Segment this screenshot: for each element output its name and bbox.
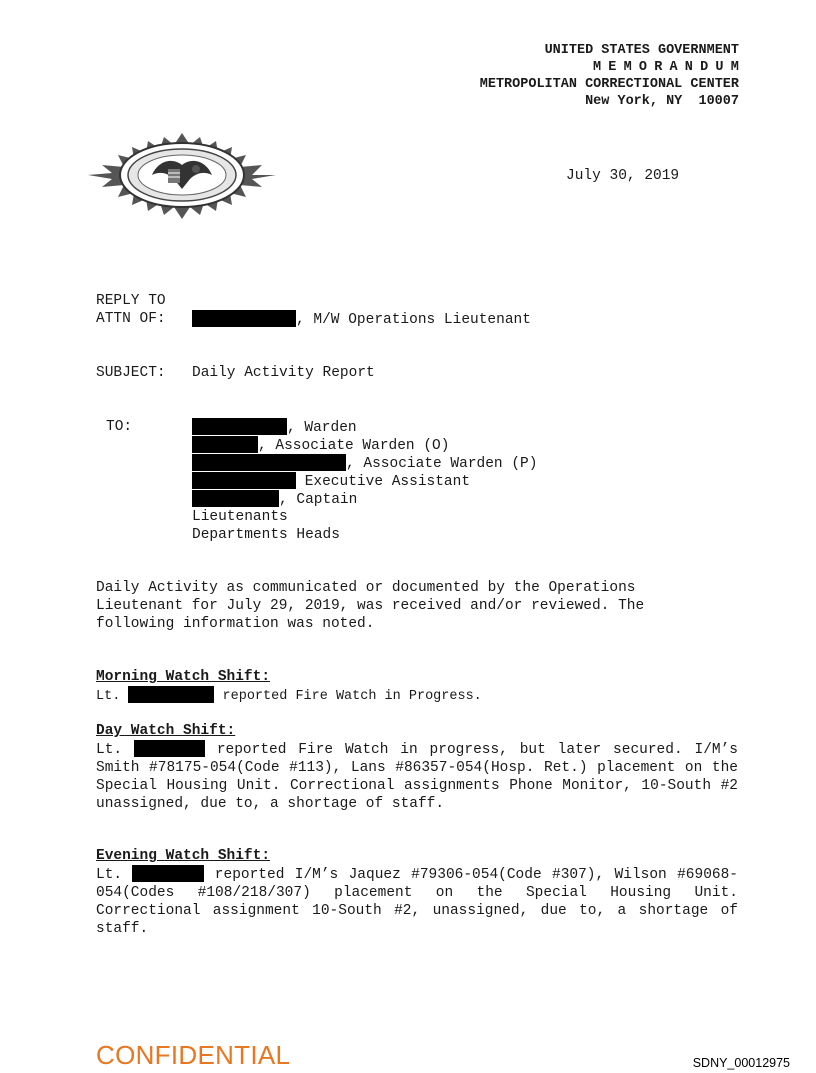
evening-text: reported I/M’s Jaquez #79306-054(Code #307), Wilson #69068-054(Codes #108/218/307) placement on the Special Housing Unit. Correctional assignment 10-South #2, unassigned, due to, a shortage of staff. [96,867,739,937]
header-line-memorandum: MEMORANDUM [592,60,746,75]
morning-heading: Morning Watch Shift: [96,669,271,685]
recipient-line [192,472,470,491]
recipient-title: Executive Assistant [296,474,471,490]
intro-line: Lieutenant for July 29, 2019, was received and/or reviewed. The [96,598,645,614]
recipient-title: , Warden [287,420,357,436]
recipient-title: , Associate Warden (P) [346,456,538,472]
day-text: reported Fire Watch in progress, but later secured. I/M’s Smith #78175-054(Code #113), Lans #86357-054(Hosp. Ret.) placement on the Special Housing Unit. Correctional assignments Phone Monitor, 10-South #2 unassigned, due to, a shortage of staff. [96,742,739,812]
lt-prefix: Lt. [96,742,123,758]
redaction-bar [192,472,296,489]
redaction-bar [192,436,258,453]
redaction-bar [128,686,214,703]
bates-number: SDNY_00012975 [692,1056,790,1070]
attn-of-label: ATTN OF: [96,311,166,327]
header-line-institution: METROPOLITAN CORRECTIONAL CENTER [479,77,739,92]
confidential-stamp: CONFIDENTIAL [96,1040,291,1070]
subject-value: Daily Activity Report [192,365,375,381]
recipient-line [192,418,357,437]
day-paragraph [96,740,738,813]
evening-paragraph [96,865,738,938]
reply-to-label: REPLY TO [96,293,166,309]
recipient-title: , Associate Warden (O) [258,438,450,454]
redaction-bar [132,865,204,882]
recipient-line: Lieutenants [192,509,288,525]
memo-header [479,42,746,110]
memo-date: July 30, 2019 [566,168,680,184]
morning-line [96,686,482,706]
attn-of-value: , M/W Operations Lieutenant [296,312,531,328]
recipient-title: , Captain [279,492,358,508]
morning-text: reported Fire Watch in Progress. [222,689,482,704]
intro-line: Daily Activity as communicated or documented by the Operations [96,580,636,596]
day-heading: Day Watch Shift: [96,723,236,739]
eagle-seal-icon [86,131,278,219]
recipient-line: Departments Heads [192,527,340,543]
attn-of-line [192,310,531,329]
redaction-bar [192,454,346,471]
to-label: TO: [106,419,133,435]
recipient-line [192,454,537,473]
lt-prefix: Lt. [96,867,123,883]
recipient-line [192,490,357,509]
header-line-address: New York, NY 10007 [585,94,739,109]
header-line-government: UNITED STATES GOVERNMENT [544,43,739,58]
redaction-bar [192,310,296,327]
subject-label: SUBJECT: [96,365,166,381]
recipient-line [192,436,449,455]
redaction-bar [134,740,205,757]
evening-heading: Evening Watch Shift: [96,848,271,864]
redaction-bar [192,418,287,435]
lt-prefix: Lt. [96,689,121,704]
redaction-bar [192,490,279,507]
intro-line: following information was noted. [96,616,375,632]
